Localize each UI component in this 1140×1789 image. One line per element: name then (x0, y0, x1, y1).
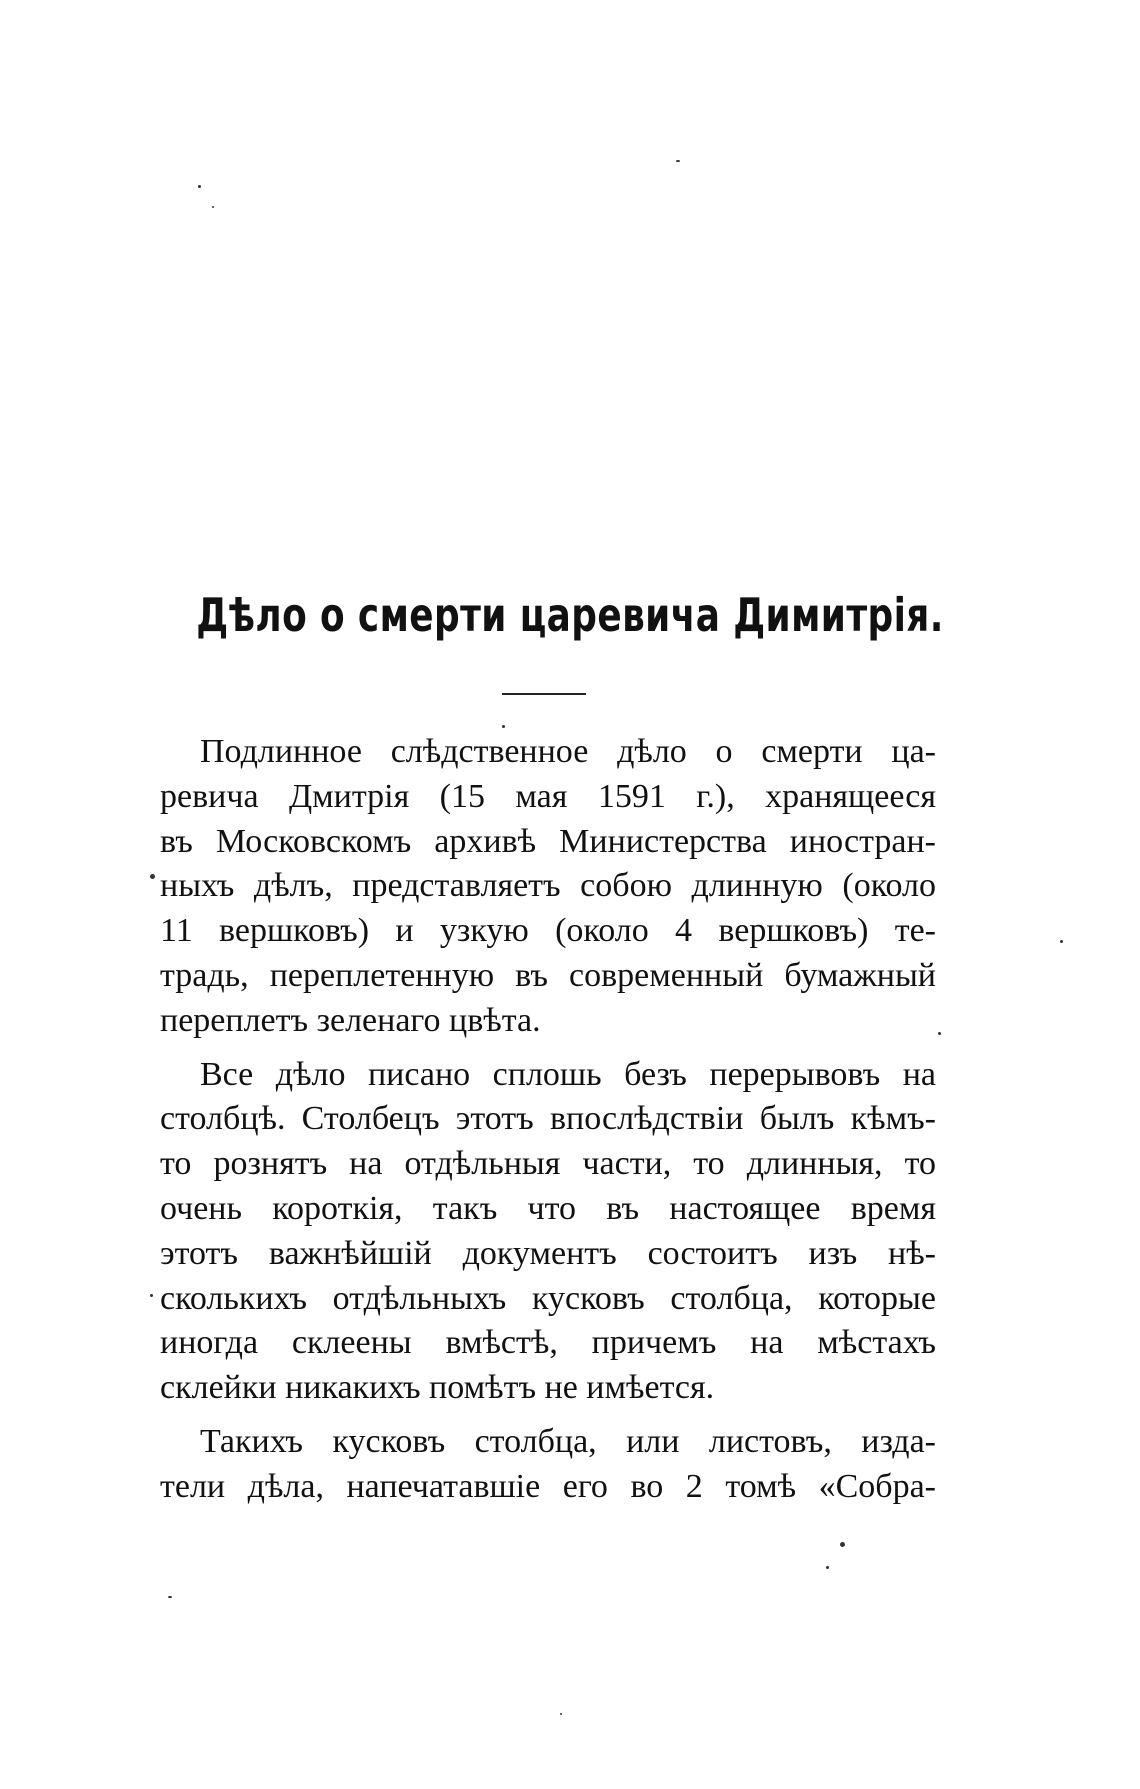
text-line: переплетъ зеленаго цвѣта. (160, 1001, 541, 1039)
scan-speck (560, 1713, 562, 1715)
body-text (160, 730, 936, 1519)
paragraph-3 (160, 1420, 936, 1510)
text-line: тели дѣла, напечатавшіе его во 2 томѣ «Собра- (160, 1467, 936, 1505)
scan-speck (168, 1596, 172, 1598)
text-line: этотъ важнѣйшій документъ состоитъ изъ нѣ- (160, 1234, 936, 1272)
scan-speck (676, 160, 680, 162)
text-line: то рознятъ на отдѣльныя части, то длинныя, то (160, 1145, 936, 1183)
text-line: 11 вершковъ) и узкую (около 4 вершковъ) те- (160, 912, 936, 950)
scan-speck (502, 725, 505, 728)
page-title: Дѣло о смерти царевича Димитрія. (196, 588, 944, 642)
text-line: иногда склеены вмѣстѣ, причемъ на мѣстахъ (160, 1324, 936, 1362)
text-line: традь, переплетенную въ современный бумажный (160, 956, 936, 994)
paragraph-1 (160, 730, 936, 1044)
paragraph-2 (160, 1053, 936, 1411)
scan-speck (826, 1566, 829, 1569)
text-line: столбцѣ. Столбецъ этотъ впослѣдствіи былъ кѣмъ- (160, 1100, 936, 1138)
scan-speck (1060, 940, 1063, 943)
text-line: сколькихъ отдѣльныхъ кусковъ столбца, которые (160, 1279, 936, 1317)
text-line: въ Московскомъ архивѣ Министерства иностран- (160, 822, 936, 860)
scan-speck (150, 874, 155, 879)
text-line: Подлинное слѣдственное дѣло о смерти ца- (200, 733, 936, 770)
text-line: склейки никакихъ помѣтъ не имѣется. (160, 1369, 715, 1407)
text-line: Такихъ кусковъ столбца, или листовъ, изда- (200, 1422, 936, 1460)
title-divider (502, 693, 586, 695)
text-line: ныхъ дѣлъ, представляетъ собою длинную (около (160, 867, 936, 905)
scan-speck (840, 1542, 845, 1547)
scan-speck (150, 1294, 153, 1297)
text-line: Все дѣло писано сплошь безъ перерывовъ на (200, 1055, 936, 1093)
scan-speck (198, 185, 201, 188)
scan-speck (212, 206, 214, 208)
scan-speck (938, 1032, 941, 1035)
text-line: очень короткія, такъ что въ настоящее время (160, 1189, 936, 1227)
text-line: ревича Дмитрія (15 мая 1591 г.), хранящееся (160, 777, 936, 815)
